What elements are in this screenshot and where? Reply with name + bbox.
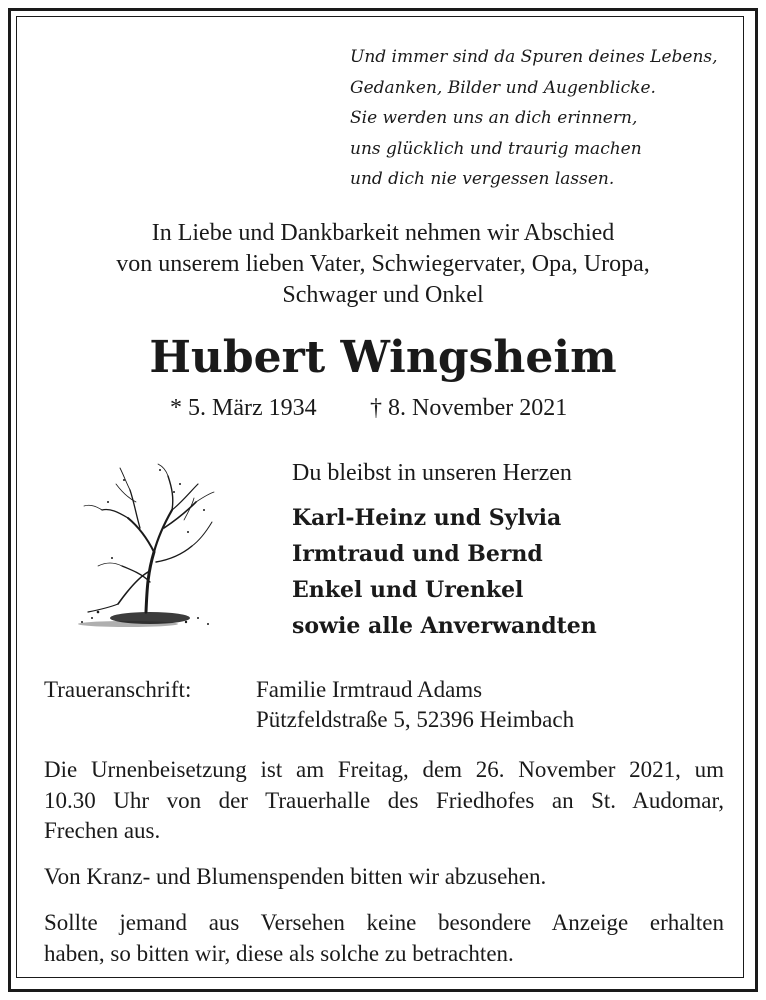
poem-line: Gedanken, Bilder und Augenblicke.	[350, 77, 656, 98]
burial-line: 10.30 Uhr von der Trauerhalle des Friedhofes an St. Audomar,	[44, 787, 724, 813]
poem-line: Sie werden uns an dich erinnern,	[350, 108, 638, 128]
burial-notice	[44, 755, 724, 847]
intro-line: Schwager und Onkel	[282, 282, 484, 308]
death-date: † 8. November 2021	[370, 395, 568, 421]
flowers-notice	[44, 862, 724, 893]
mourner-name: Karl-Heinz und Sylvia	[292, 505, 562, 531]
mourners-list	[292, 500, 597, 644]
mourner-name: Enkel und Urenkel	[292, 577, 524, 603]
notice-line: Sollte jemand aus Versehen keine besondere Anzeige erhalten	[44, 910, 724, 935]
poem-line: und dich nie vergessen lassen.	[350, 169, 615, 189]
no-announcement-notice	[44, 908, 724, 969]
address-line: Pützfeldstraße 5, 52396 Heimbach	[256, 707, 575, 732]
address-line: Familie Irmtraud Adams	[256, 677, 483, 702]
deceased-name: Hubert Wingsheim	[149, 332, 617, 383]
birth-date: * 5. März 1934	[170, 395, 317, 421]
burial-line: Frechen aus.	[44, 818, 161, 843]
farewell-intro	[0, 218, 766, 311]
remembrance-line: Du bleibst in unseren Herzen	[292, 460, 572, 486]
memorial-poem	[350, 42, 718, 195]
tree-icon	[68, 462, 228, 642]
notice-line: haben, so bitten wir, diese als solche zu betrachten.	[44, 940, 514, 966]
flowers-line: Von Kranz- und Blumenspenden bitten wir abzusehen.	[44, 864, 547, 889]
mourner-name: sowie alle Anverwandten	[292, 613, 597, 639]
intro-line: In Liebe und Dankbarkeit nehmen wir Abschied	[151, 220, 615, 246]
poem-line: Und immer sind da Spuren deines Lebens,	[350, 47, 718, 67]
mourner-name: Irmtraud und Bernd	[292, 541, 543, 567]
burial-line: Die Urnenbeisetzung ist am Freitag, dem 26. November 2021, um	[44, 757, 724, 782]
intro-line: von unserem lieben Vater, Schwiegervater, Opa, Uropa,	[116, 251, 650, 277]
mourning-address	[256, 675, 574, 735]
poem-line: uns glücklich und traurig machen	[350, 138, 642, 159]
mourning-address-label: Traueranschrift:	[44, 677, 192, 702]
